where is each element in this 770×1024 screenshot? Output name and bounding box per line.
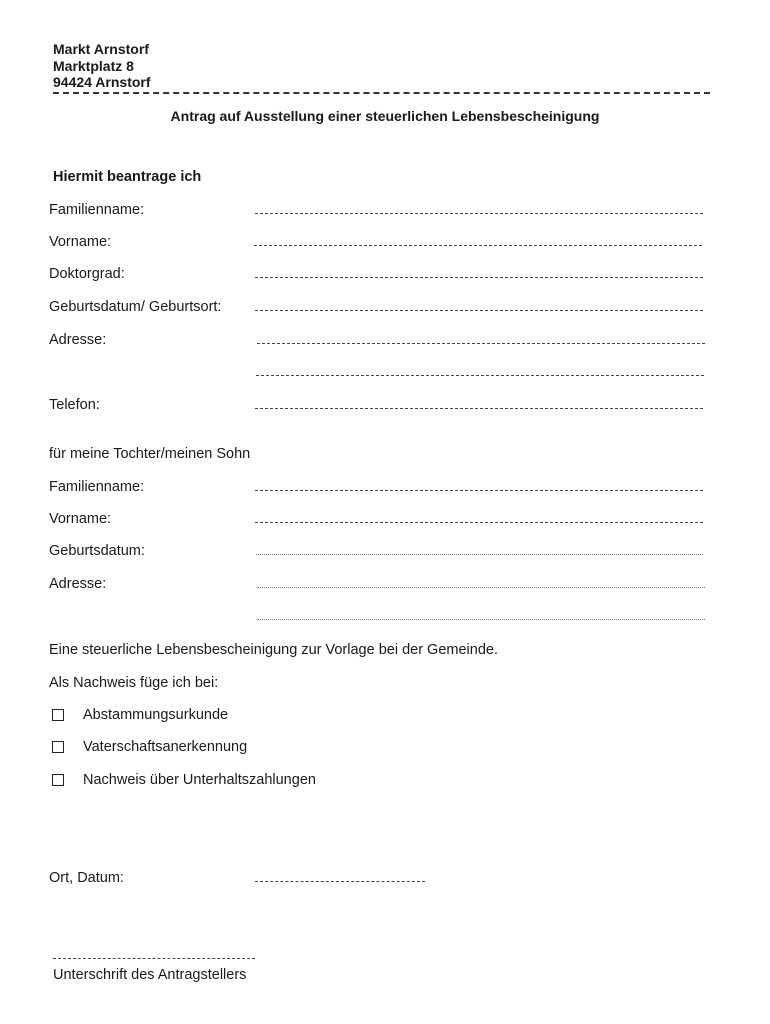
checkbox-icon[interactable] xyxy=(52,709,64,721)
signature-label: Unterschrift des Antragstellers xyxy=(53,967,247,983)
evidence-intro: Als Nachweis füge ich bei: xyxy=(49,675,219,691)
applicant-address-row xyxy=(49,332,709,352)
sender-street: Marktplatz 8 xyxy=(53,57,134,74)
child-birthdate-row xyxy=(49,543,709,563)
header-divider xyxy=(53,92,710,94)
child-surname-label: Familienname: xyxy=(49,479,145,495)
applicant-birth-label: Geburtsdatum/ Geburtsort: xyxy=(49,299,222,315)
sender-city: 94424 Arnstorf xyxy=(53,74,151,90)
evidence-item-label: Abstammungsurkunde xyxy=(83,707,229,723)
child-address-field-2[interactable] xyxy=(257,619,705,620)
checkbox-icon[interactable] xyxy=(52,774,64,786)
applicant-doctorate-label: Doktorgrad: xyxy=(49,266,125,282)
applicant-address-label: Adresse: xyxy=(49,332,107,348)
applicant-surname-row xyxy=(49,202,709,222)
applicant-surname-label: Familienname: xyxy=(49,202,145,218)
applicant-address-field-1[interactable] xyxy=(257,343,705,344)
place-date-label: Ort, Datum: xyxy=(49,870,124,886)
purpose-text: Eine steuerliche Lebensbescheinigung zur Vorlage bei der Gemeinde. xyxy=(49,642,498,658)
applicant-heading: Hiermit beantrage ich xyxy=(53,169,202,185)
form-title: Antrag auf Ausstellung einer steuerlichen Lebensbescheinigung xyxy=(170,108,600,124)
applicant-doctorate-field[interactable] xyxy=(255,277,703,278)
sender-name: Markt Arnstorf xyxy=(53,41,149,57)
applicant-surname-field[interactable] xyxy=(255,213,703,214)
applicant-firstname-label: Vorname: xyxy=(49,234,112,250)
applicant-birth-row xyxy=(49,299,709,319)
applicant-doctorate-row xyxy=(49,266,709,286)
checkbox-icon[interactable] xyxy=(52,741,64,753)
signature-field[interactable] xyxy=(53,958,255,959)
child-intro: für meine Tochter/meinen Sohn xyxy=(49,446,251,462)
child-address-row-2 xyxy=(49,608,709,628)
applicant-firstname-field[interactable] xyxy=(254,245,702,246)
child-surname-row xyxy=(49,479,709,499)
applicant-address-field-2[interactable] xyxy=(256,375,704,376)
place-date-row xyxy=(49,870,709,890)
applicant-phone-row xyxy=(49,397,709,417)
applicant-address-row-2 xyxy=(49,364,709,384)
applicant-phone-label: Telefon: xyxy=(49,397,100,413)
child-firstname-field[interactable] xyxy=(255,522,703,523)
child-birthdate-label: Geburtsdatum: xyxy=(49,543,145,559)
child-address-label: Adresse: xyxy=(49,576,107,592)
child-birthdate-field[interactable] xyxy=(256,554,703,555)
applicant-firstname-row xyxy=(49,234,709,254)
applicant-birth-field[interactable] xyxy=(255,310,703,311)
applicant-phone-field[interactable] xyxy=(255,408,703,409)
child-surname-field[interactable] xyxy=(255,490,703,491)
evidence-item-label: Vaterschaftsanerkennung xyxy=(83,739,248,755)
child-address-row xyxy=(49,576,709,596)
place-date-field[interactable] xyxy=(255,881,425,882)
child-address-field-1[interactable] xyxy=(257,587,705,588)
sender-address xyxy=(53,41,151,91)
child-firstname-row xyxy=(49,511,709,531)
child-firstname-label: Vorname: xyxy=(49,511,112,527)
evidence-item-label: Nachweis über Unterhaltszahlungen xyxy=(83,772,316,788)
